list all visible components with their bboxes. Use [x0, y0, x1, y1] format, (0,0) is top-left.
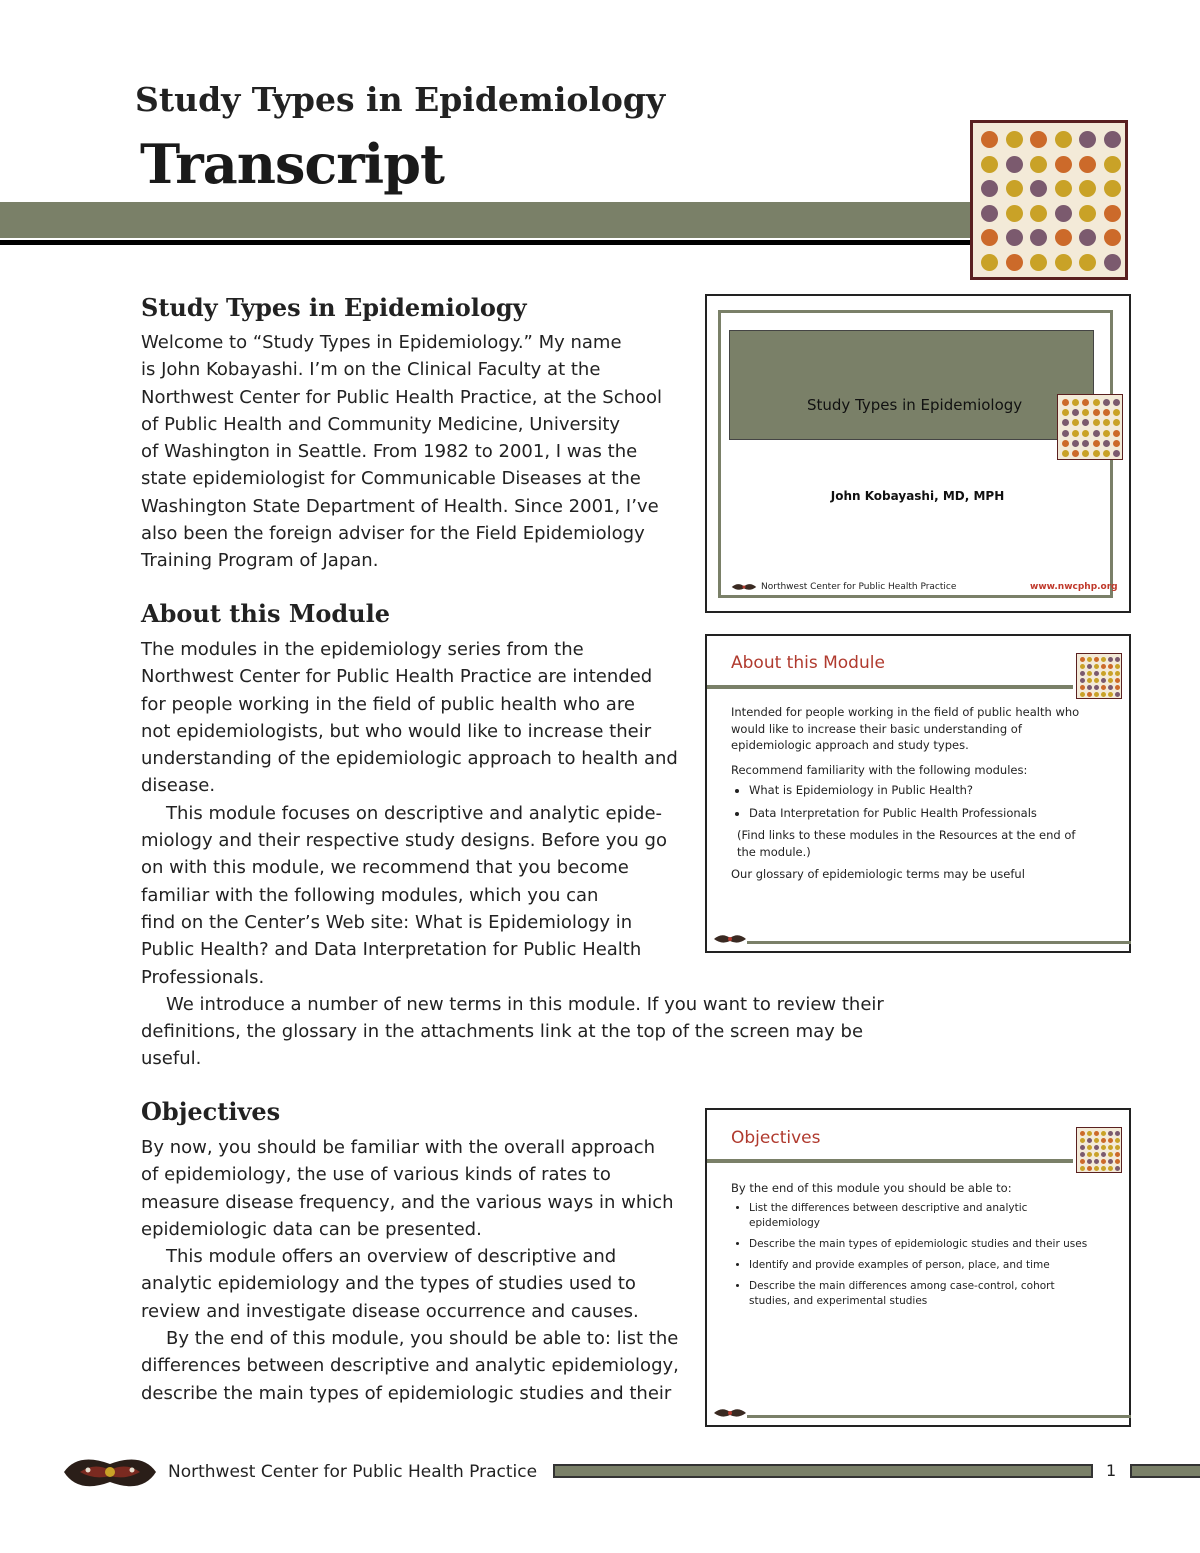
grid-dot: [1030, 131, 1047, 148]
grid-dot: [1104, 156, 1121, 173]
slide-footer-rule: [747, 941, 1131, 944]
grid-dot: [1101, 1159, 1106, 1164]
footer-bar-right: [1130, 1464, 1200, 1478]
text-line: definitions, the glossary in the attachments link at the top of the screen may be: [141, 1021, 864, 1043]
grid-dot: [1115, 657, 1120, 662]
text-line: Public Health? and Data Interpretation for Public Health: [141, 939, 642, 961]
grid-dot: [1087, 1152, 1092, 1157]
grid-dot: [1115, 671, 1120, 676]
grid-dot: [1055, 180, 1072, 197]
grid-dot: [1082, 399, 1089, 406]
text-line: Welcome to “Study Types in Epidemiology.” My name: [141, 332, 622, 353]
grid-dot: [1082, 430, 1089, 437]
grid-dot: [1082, 450, 1089, 457]
text-line: disease.: [141, 775, 216, 797]
grid-dot: [1101, 1166, 1106, 1171]
grid-dot: [1055, 254, 1072, 271]
list-item: • Data Interpretation for Public Health Professionals: [749, 805, 1101, 822]
list-item: • Identify and provide examples of person, place, and time: [749, 1258, 1091, 1273]
slide-heading: Objectives: [731, 1128, 821, 1148]
grid-dot: [1104, 180, 1121, 197]
grid-dot: [1115, 1152, 1120, 1157]
slide-heading-rule: [707, 685, 1073, 689]
page-number: 1: [1106, 1461, 1117, 1480]
grid-dot: [1115, 1131, 1120, 1136]
grid-dot: [1087, 678, 1092, 683]
org-logo-icon: [731, 581, 757, 593]
slide-heading-rule: [707, 1159, 1073, 1163]
grid-dot: [1072, 419, 1079, 426]
grid-dot: [1108, 1166, 1113, 1171]
grid-dot: [1072, 450, 1079, 457]
org-logo-icon: [713, 1406, 747, 1420]
slide-heading: About this Module: [731, 653, 885, 673]
grid-dot: [1103, 409, 1110, 416]
grid-dot: [1108, 671, 1113, 676]
grid-dot: [1030, 205, 1047, 222]
grid-dot: [981, 131, 998, 148]
grid-dot: [1103, 450, 1110, 457]
grid-dot: [1115, 664, 1120, 669]
grid-dot: [1115, 1138, 1120, 1143]
grid-dot: [1101, 657, 1106, 662]
grid-dot: [1108, 685, 1113, 690]
grid-dot: [981, 156, 998, 173]
grid-dot: [1101, 685, 1106, 690]
section-heading-intro: Study Types in Epidemiology: [141, 293, 527, 322]
slide-note-text: (Find links to these modules in the Resources at the end of the module.): [737, 828, 1076, 859]
text-line: review and investigate disease occurrence and causes.: [141, 1300, 639, 1322]
grid-dot: [1113, 399, 1120, 406]
text-line: of Washington in Seattle. From 1982 to 2001, I was the: [141, 441, 638, 463]
grid-dot: [1115, 1166, 1120, 1171]
slide-bullet-list: [731, 782, 1101, 821]
grid-dot: [1103, 399, 1110, 406]
grid-dot: [1079, 180, 1096, 197]
grid-dot: [1082, 440, 1089, 447]
grid-dot: [1113, 419, 1120, 426]
slide-dot-grid-logo: [1076, 1127, 1122, 1173]
grid-dot: [1108, 657, 1113, 662]
grid-dot: [1030, 156, 1047, 173]
text-line: epidemiologic data can be presented.: [141, 1218, 482, 1240]
grid-dot: [1115, 678, 1120, 683]
grid-dot: [1080, 685, 1085, 690]
grid-dot: [1079, 229, 1096, 246]
document-title: Transcript: [140, 132, 444, 196]
section-heading-objectives: Objectives: [141, 1097, 281, 1126]
grid-dot: [1108, 1138, 1113, 1143]
objectives-paragraph: [141, 1134, 701, 1407]
slide-objectives-thumbnail: [705, 1108, 1131, 1427]
grid-dot: [1113, 430, 1120, 437]
slide-title-band: [729, 330, 1094, 440]
intro-paragraph: [141, 329, 701, 575]
grid-dot: [1080, 1145, 1085, 1150]
text-line: find on the Center’s Web site: What is Epidemiology in: [141, 911, 633, 933]
grid-dot: [1115, 1145, 1120, 1150]
document-subtitle: Study Types in Epidemiology: [135, 80, 666, 119]
grid-dot: [1006, 229, 1023, 246]
grid-dot: [1062, 419, 1069, 426]
grid-dot: [1080, 678, 1085, 683]
grid-dot: [1055, 205, 1072, 222]
text-line: Northwest Center for Public Health Practice are intended: [141, 666, 653, 688]
grid-dot: [1055, 131, 1072, 148]
grid-dot: [1082, 409, 1089, 416]
text-line: of Public Health and Community Medicine, University: [141, 413, 621, 435]
grid-dot: [1087, 1131, 1092, 1136]
text-line: is John Kobayashi. I’m on the Clinical Faculty at the: [141, 359, 601, 381]
grid-dot: [1093, 399, 1100, 406]
section-heading-about: About this Module: [141, 599, 391, 628]
slide-bullet-list: [731, 1201, 1091, 1309]
slide-dot-grid-logo: [1076, 653, 1122, 699]
grid-dot: [1101, 671, 1106, 676]
grid-dot: [1104, 205, 1121, 222]
grid-dot: [1094, 685, 1099, 690]
grid-dot: [1093, 440, 1100, 447]
grid-dot: [1062, 399, 1069, 406]
grid-dot: [1006, 156, 1023, 173]
grid-dot: [1072, 440, 1079, 447]
slide-footer-rule: [747, 1415, 1131, 1418]
list-item: • Describe the main types of epidemiologic studies and their uses: [749, 1237, 1091, 1252]
grid-dot: [1113, 409, 1120, 416]
slide-footer-org: Northwest Center for Public Health Practice: [761, 582, 957, 592]
grid-dot: [1115, 692, 1120, 697]
grid-dot: [1115, 1159, 1120, 1164]
slide-body: [731, 1180, 1091, 1315]
text-line: By now, you should be familiar with the overall approach: [141, 1137, 656, 1158]
grid-dot: [1087, 692, 1092, 697]
grid-dot: [1108, 692, 1113, 697]
grid-dot: [1080, 1131, 1085, 1136]
grid-dot: [1093, 450, 1100, 457]
text-line: useful.: [141, 1048, 202, 1070]
slide-body: [731, 704, 1101, 883]
grid-dot: [1101, 692, 1106, 697]
grid-dot: [1103, 419, 1110, 426]
grid-dot: [1006, 205, 1023, 222]
grid-dot: [1087, 1166, 1092, 1171]
grid-dot: [1062, 409, 1069, 416]
grid-dot: [1079, 131, 1096, 148]
grid-dot: [1072, 409, 1079, 416]
grid-dot: [1079, 254, 1096, 271]
dot-grid-logo: [970, 120, 1128, 280]
grid-dot: [1080, 1152, 1085, 1157]
grid-dot: [1108, 1152, 1113, 1157]
grid-dot: [1087, 685, 1092, 690]
grid-dot: [1101, 1145, 1106, 1150]
grid-dot: [1080, 657, 1085, 662]
header-band: [0, 202, 972, 238]
text-line: also been the foreign adviser for the Field Epidemiology: [141, 523, 645, 545]
org-logo-icon: [60, 1446, 160, 1498]
slide-title-thumbnail: [705, 294, 1131, 613]
text-line: understanding of the epidemiologic approach to health and: [141, 748, 678, 770]
grid-dot: [1087, 1145, 1092, 1150]
grid-dot: [1094, 1166, 1099, 1171]
grid-dot: [1103, 440, 1110, 447]
grid-dot: [1055, 156, 1072, 173]
grid-dot: [1094, 1145, 1099, 1150]
grid-dot: [1093, 409, 1100, 416]
grid-dot: [1082, 419, 1089, 426]
text-line: state epidemiologist for Communicable Diseases at the: [141, 468, 641, 490]
text-line: Northwest Center for Public Health Practice, at the School: [141, 386, 663, 408]
slide-author: John Kobayashi, MD, MPH: [830, 489, 1005, 503]
grid-dot: [1006, 180, 1023, 197]
slide-recommend-text: Recommend familiarity with the following modules:: [731, 762, 1028, 777]
header-rule: [0, 240, 972, 245]
org-logo-icon: [713, 932, 747, 946]
grid-dot: [1030, 229, 1047, 246]
grid-dot: [1093, 430, 1100, 437]
grid-dot: [1080, 1159, 1085, 1164]
text-line: This module focuses on descriptive and analytic epide-: [166, 802, 663, 824]
grid-dot: [1062, 450, 1069, 457]
slide-intro-text: Intended for people working in the field of public health who would like to increase their basic understanding of epidemiologic approach and study types.: [731, 705, 1080, 752]
text-line: This module offers an overview of descriptive and: [166, 1246, 617, 1268]
grid-dot: [1094, 1131, 1099, 1136]
grid-dot: [1113, 450, 1120, 457]
slide-glossary-text: Our glossary of epidemiologic terms may be useful: [731, 867, 1025, 881]
grid-dot: [1072, 430, 1079, 437]
grid-dot: [981, 205, 998, 222]
grid-dot: [1101, 664, 1106, 669]
text-line: on with this module, we recommend that you become: [141, 857, 629, 879]
grid-dot: [1101, 678, 1106, 683]
grid-dot: [1113, 440, 1120, 447]
grid-dot: [1108, 1145, 1113, 1150]
grid-dot: [1103, 430, 1110, 437]
text-line: measure disease frequency, and the various ways in which: [141, 1191, 674, 1213]
grid-dot: [1062, 430, 1069, 437]
grid-dot: [1087, 1138, 1092, 1143]
text-line: The modules in the epidemiology series from the: [141, 639, 584, 660]
grid-dot: [1115, 685, 1120, 690]
grid-dot: [1101, 1138, 1106, 1143]
grid-dot: [1104, 131, 1121, 148]
text-line: Professionals.: [141, 966, 265, 988]
grid-dot: [1094, 1159, 1099, 1164]
grid-dot: [1087, 1159, 1092, 1164]
grid-dot: [1006, 131, 1023, 148]
grid-dot: [1080, 692, 1085, 697]
grid-dot: [1087, 664, 1092, 669]
grid-dot: [1087, 671, 1092, 676]
grid-dot: [1080, 1138, 1085, 1143]
grid-dot: [1094, 664, 1099, 669]
text-line: Washington State Department of Health. Since 2001, I’ve: [141, 495, 659, 517]
grid-dot: [1101, 1152, 1106, 1157]
slide-footer-url: www.nwcphp.org: [1030, 582, 1118, 592]
grid-dot: [1094, 671, 1099, 676]
text-line: analytic epidemiology and the types of studies used to: [141, 1273, 636, 1295]
grid-dot: [1080, 1166, 1085, 1171]
slide-title-text: Study Types in Epidemiology: [807, 396, 1023, 414]
grid-dot: [981, 229, 998, 246]
list-item: • List the differences between descriptive and analytic epidemiology: [749, 1201, 1091, 1231]
footer-org-name: Northwest Center for Public Health Practice: [168, 1462, 538, 1482]
grid-dot: [1108, 678, 1113, 683]
grid-dot: [1080, 664, 1085, 669]
text-line: miology and their respective study designs. Before you go: [141, 830, 667, 852]
text-line: Training Program of Japan.: [141, 550, 379, 572]
grid-dot: [1080, 671, 1085, 676]
grid-dot: [1087, 657, 1092, 662]
grid-dot: [1094, 1138, 1099, 1143]
grid-dot: [1104, 254, 1121, 271]
text-line: not epidemiologists, but who would like to increase their: [141, 720, 652, 742]
grid-dot: [1094, 692, 1099, 697]
grid-dot: [1093, 419, 1100, 426]
grid-dot: [1072, 399, 1079, 406]
grid-dot: [1062, 440, 1069, 447]
text-line: for people working in the field of public health who are: [141, 693, 635, 715]
list-item: • What is Epidemiology in Public Health?: [749, 782, 1101, 799]
footer-bar: [553, 1464, 1093, 1478]
slide-intro-text: By the end of this module you should be able to:: [731, 1181, 1012, 1195]
grid-dot: [1108, 1159, 1113, 1164]
grid-dot: [1104, 229, 1121, 246]
grid-dot: [1006, 254, 1023, 271]
grid-dot: [1108, 1131, 1113, 1136]
text-line: describe the main types of epidemiologic studies and their: [141, 1382, 672, 1404]
list-item: • Describe the main differences among case-control, cohort studies, and experimental studies: [749, 1279, 1091, 1309]
text-line: differences between descriptive and analytic epidemiology,: [141, 1355, 679, 1377]
text-line: familiar with the following modules, which you can: [141, 884, 599, 906]
grid-dot: [1101, 1131, 1106, 1136]
grid-dot: [981, 180, 998, 197]
grid-dot: [1094, 1152, 1099, 1157]
grid-dot: [1094, 657, 1099, 662]
grid-dot: [981, 254, 998, 271]
slide-about-thumbnail: [705, 634, 1131, 953]
text-line: We introduce a number of new terms in this module. If you want to review their: [166, 993, 884, 1015]
grid-dot: [1030, 254, 1047, 271]
text-line: of epidemiology, the use of various kinds of rates to: [141, 1164, 611, 1186]
grid-dot: [1108, 664, 1113, 669]
grid-dot: [1094, 678, 1099, 683]
grid-dot: [1055, 229, 1072, 246]
grid-dot: [1030, 180, 1047, 197]
slide-dot-grid-logo: [1057, 394, 1123, 460]
text-line: By the end of this module, you should be able to: list the: [166, 1328, 679, 1350]
grid-dot: [1079, 205, 1096, 222]
grid-dot: [1079, 156, 1096, 173]
